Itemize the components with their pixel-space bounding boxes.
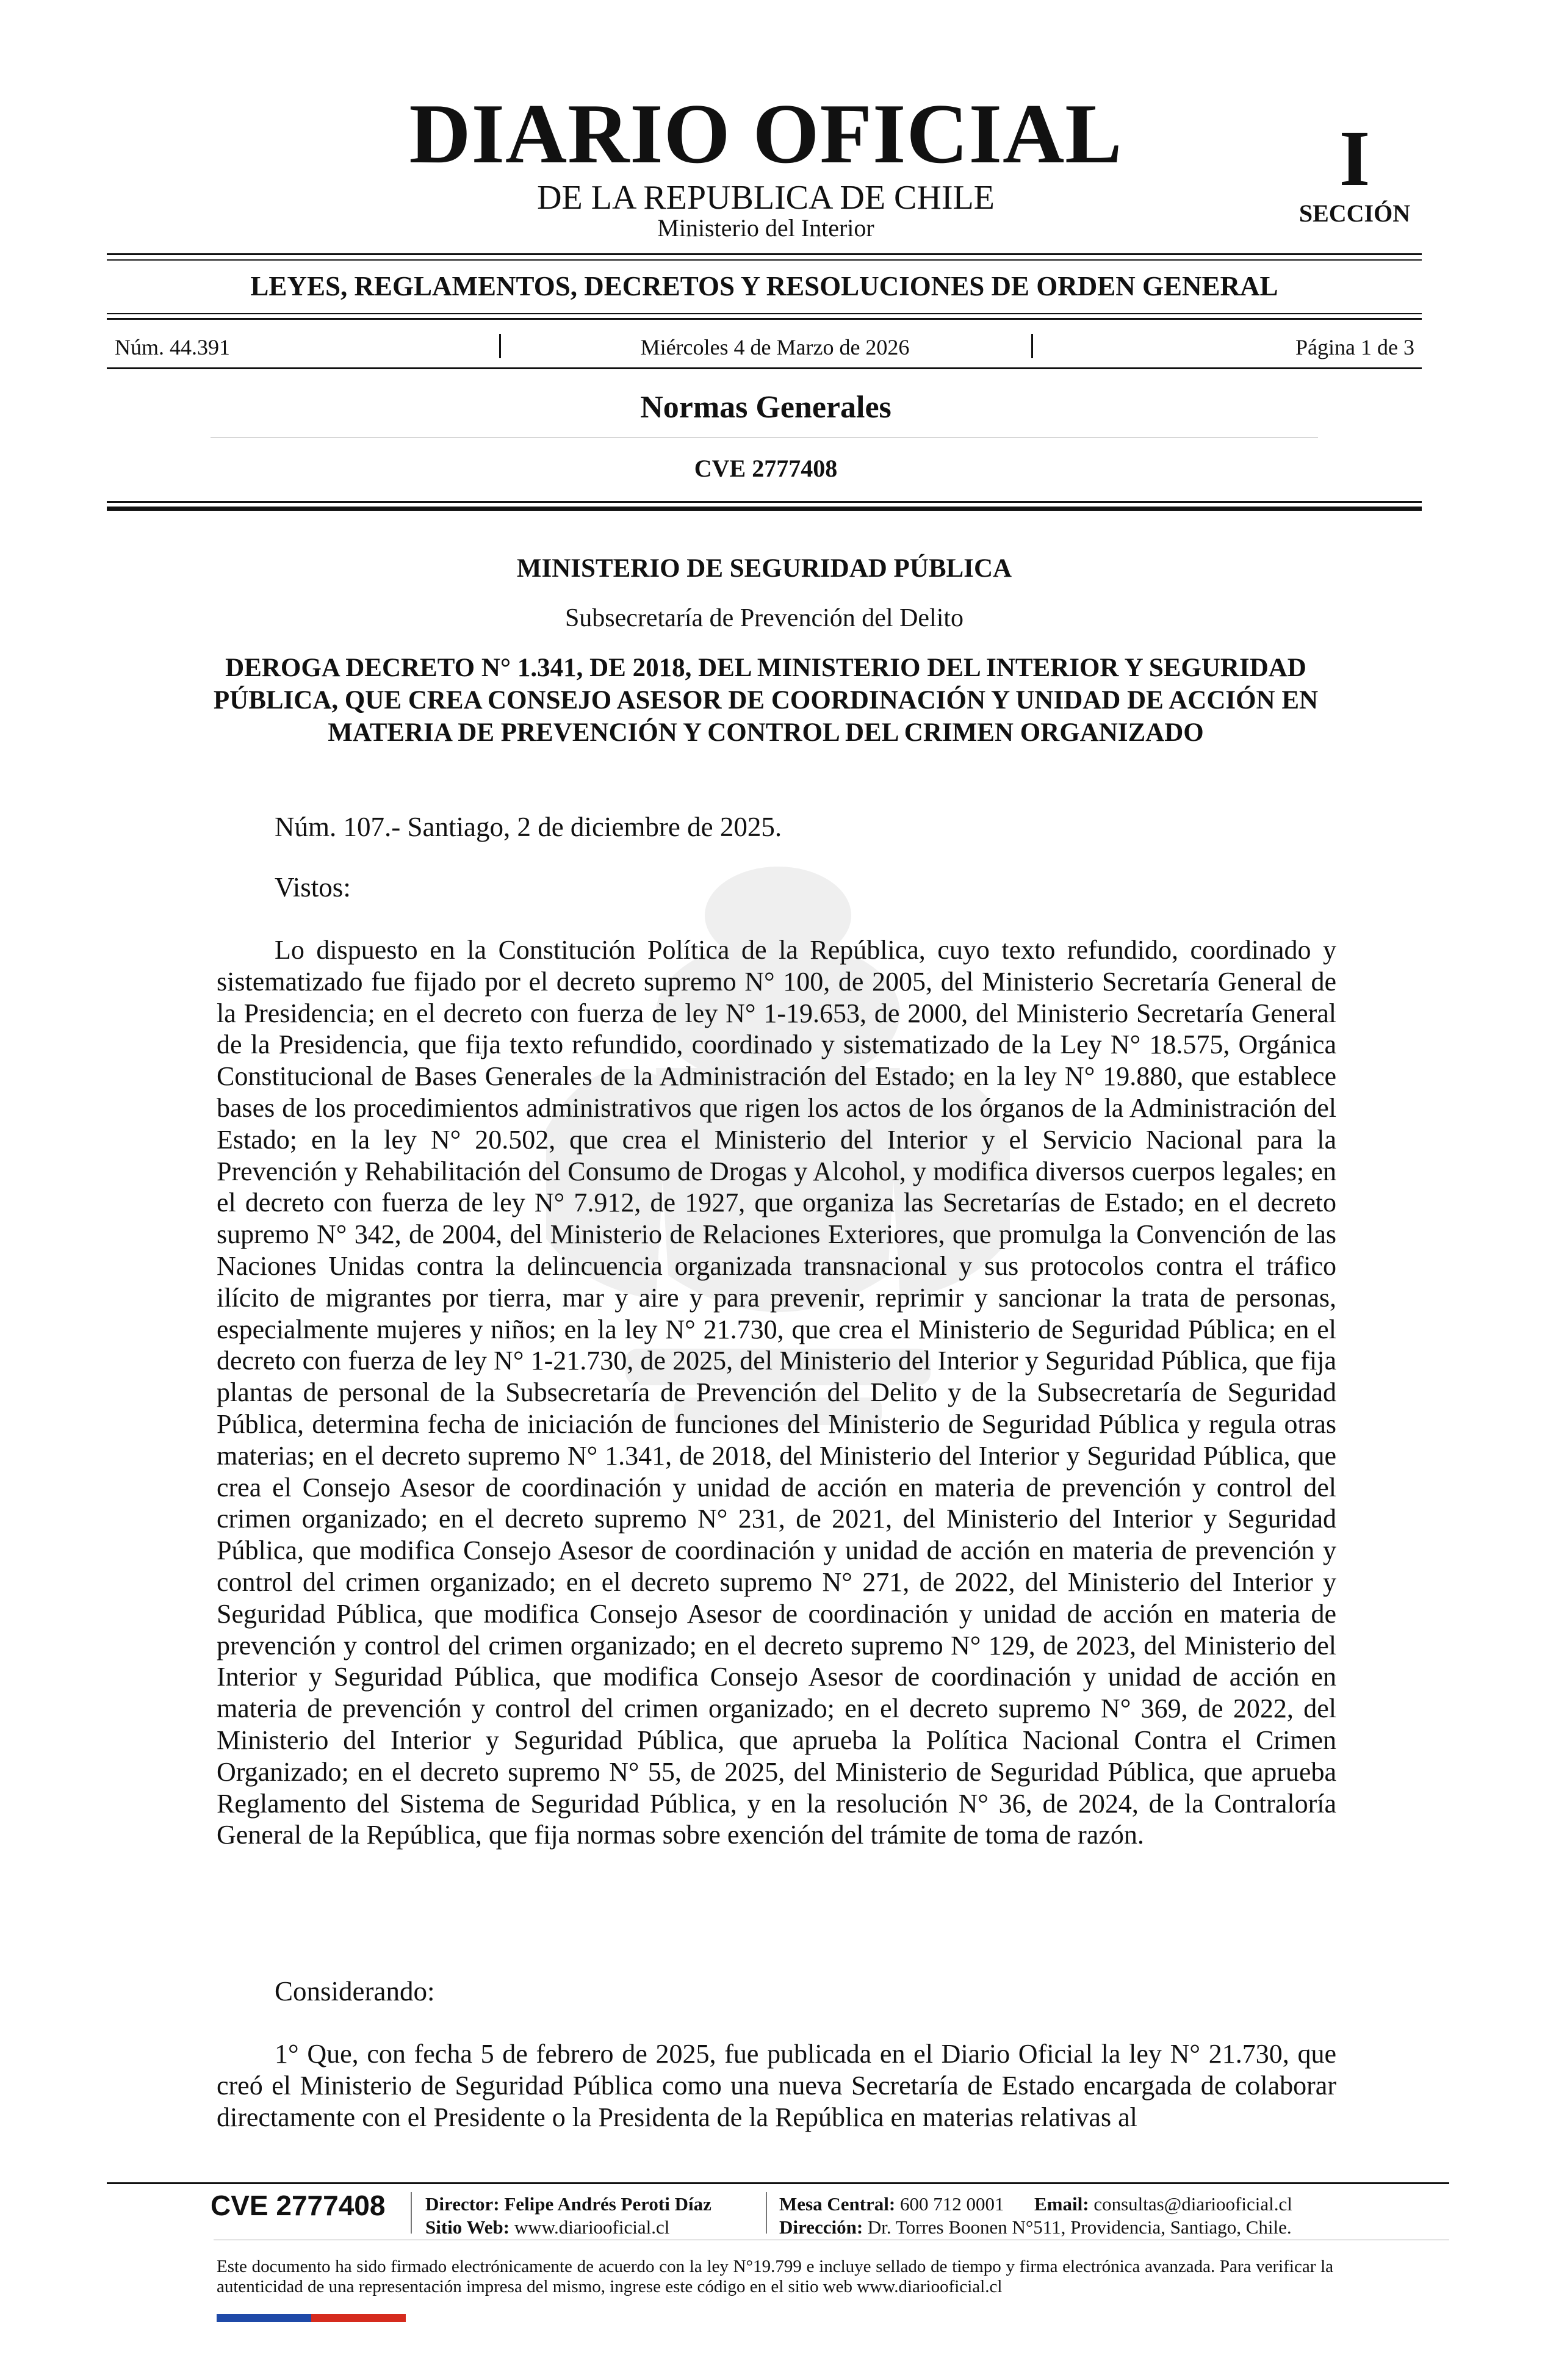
section-title-rule <box>211 437 1318 438</box>
considerando-paragraph: 1° Que, con fecha 5 de febrero de 2025, fue publicada en el Diario Oficial la ley N° 21.730, que creó el Ministerio de Seguridad Pública como una nueva Secretaría de Estado encargada de colaborar directamente con el Presidente o la Presidenta de la República en materias relativas al <box>217 2039 1336 2132</box>
cve-rule-thick <box>107 507 1422 511</box>
sub-ministry: Subsecretaría de Prevención del Delito <box>564 604 964 632</box>
issue-rule <box>107 367 1422 369</box>
section-title: Normas Generales <box>640 390 891 425</box>
cve-rule <box>107 501 1422 503</box>
masthead-subtitle: DE LA REPUBLICA DE CHILE <box>537 179 995 217</box>
address-label: Dirección: <box>779 2216 863 2238</box>
mesa-label: Mesa Central: <box>779 2193 896 2215</box>
legal-notice: Este documento ha sido firmado electrónicamente de acuerdo con la ley N°19.799 e incluye sellado de tiempo y firma electrónica avanzada. Para verificar la autenticidad de una representación impresa del mismo, ingrese este código en el sitio web www.diariooficial.cl <box>217 2257 1333 2296</box>
footer-cve: CVE 2777408 <box>211 2190 386 2221</box>
masthead-ministry: Ministerio del Interior <box>657 214 874 242</box>
section-numeral: I <box>1339 115 1371 203</box>
flag-color-bar <box>217 2314 406 2322</box>
section-header-rule <box>107 313 1422 314</box>
footer-separator <box>766 2192 767 2234</box>
flag-red-segment <box>311 2314 406 2322</box>
vistos-label: Vistos: <box>275 872 351 903</box>
vistos-paragraph: Lo dispuesto en la Constitución Política de la República, cuyo texto refundido, coordinado y sistematizado fue fijado por el decreto supremo N° 100, de 2005, del Ministerio Secretaría General de la Presidencia; en el decreto con fuerza de ley N° 1-19.653, de 2000, del Ministerio Secretaría General de la Presidencia, que fija texto refundido, coordinado y sistematizado de la Ley N° 18.575, Orgánica Constitucional de Bases Generales de la Administración del Estado; en la ley N° 19.880, que establece bases de los procedimientos administrativos que rigen los actos de los órganos de la Administración del Estado; en la ley N° 20.502, que crea el Ministerio del Interior y el Servicio Nacional para la Prevención y Rehabilitación del Consumo de Drogas y Alcohol, y modifica diversos cuerpos legales; en el decreto con fuerza de ley N° 7.912, de 1927, que organiza las Secretarías de Estado; en el decreto supremo N° 342, de 2004, del Ministerio de Relaciones Exteriores, que promulga la Convención de las Naciones Unidas contra la delincuencia organizada transnacional y sus protocolos contra el tráfico ilícito de migrantes por tierra, mar y aire y para prevenir, reprimir y sancionar la trata de personas, especialmente mujeres y niños; en la ley N° 21.730, que crea el Ministerio de Seguridad Pública; en el decreto con fuerza de ley N° 1-21.730, de 2025, del Ministerio del Interior y Seguridad Pública, que fija plantas de personal de la Subsecretaría de Prevención del Delito y de la Subsecretaría de Seguridad Pública, determina fecha de iniciación de funciones del Ministerio de Seguridad Pública y regula otras materias; en el decreto supremo N° 1.341, de 2018, del Ministerio del Interior y Seguridad Pública, que crea el Consejo Asesor de coordinación y unidad de acción en materia de prevención y control del crimen organizado; en el decreto supremo N° 231, de 2021, del Ministerio del Interior y Seguridad Pública, que modifica Consejo Asesor de coordinación y unidad de acción en materia de prevención y control del crimen organizado; en el decreto supremo N° 271, de 2022, del Ministerio del Interior y Seguridad Pública, que modifica Consejo Asesor de coordinación y unidad de acción en materia de prevención y control del crimen organizado; en el decreto supremo N° 129, de 2023, del Ministerio del Interior y Seguridad Pública, que modifica Consejo Asesor de coordinación y unidad de acción en materia de prevención y control del crimen organizado; en el decreto supremo N° 369, de 2022, del Ministerio del Interior y Seguridad Pública, que aprueba la Política Nacional Contra el Crimen Organizado; en el decreto supremo N° 55, de 2025, del Ministerio de Seguridad Pública, que aprueba Reglamento del Sistema de Seguridad Pública, y en la resolución N° 36, de 2024, de la Contraloría General de la República, que fija normas sobre exención del trámite de toma de razón. <box>217 935 1336 1850</box>
section-header-rule-thick <box>107 318 1422 320</box>
site-link[interactable]: www.diariooficial.cl <box>514 2216 670 2238</box>
director-name: Felipe Andrés Peroti Díaz <box>504 2193 711 2215</box>
ministry-name: MINISTERIO DE SEGURIDAD PÚBLICA <box>516 554 1012 583</box>
footer-director <box>425 2194 711 2213</box>
mesa-phone: 600 712 0001 <box>900 2193 1004 2215</box>
section-header: LEYES, REGLAMENTOS, DECRETOS Y RESOLUCIONES DE ORDEN GENERAL <box>250 271 1278 301</box>
section-label: SECCIÓN <box>1298 200 1411 227</box>
issue-separator <box>499 334 501 358</box>
email-link[interactable]: consultas@diariooficial.cl <box>1093 2193 1292 2215</box>
email-label: Email: <box>1034 2193 1089 2215</box>
masthead-rule <box>107 253 1422 255</box>
footer-rule <box>107 2182 1449 2184</box>
footer-separator <box>411 2192 412 2234</box>
address-text: Dr. Torres Boonen N°511, Providencia, Santiago, Chile. <box>867 2216 1292 2238</box>
issue-separator <box>1031 334 1033 358</box>
site-label: Sitio Web: <box>425 2216 510 2238</box>
flag-blue-segment <box>217 2314 311 2322</box>
issue-number: Núm. 44.391 <box>115 335 230 359</box>
footer-contact <box>779 2194 1292 2213</box>
decree-number-date: Núm. 107.- Santiago, 2 de diciembre de 2025. <box>275 812 782 842</box>
masthead-title: DIARIO OFICIAL <box>409 87 1123 181</box>
director-label: Director: <box>425 2193 500 2215</box>
cve-header: CVE 2777408 <box>694 455 838 482</box>
decree-title: DEROGA DECRETO N° 1.341, DE 2018, DEL MINISTERIO DEL INTERIOR Y SEGURIDAD PÚBLICA, QUE CREA CONSEJO ASESOR DE COORDINACIÓN Y UNIDAD DE ACCIÓN EN MATERIA DE PREVENCIÓN Y CONTROL DEL CRIMEN ORGANIZADO <box>213 654 1319 747</box>
masthead-rule-thin <box>107 259 1422 261</box>
footer-site <box>425 2218 669 2237</box>
page-number: Página 1 de 3 <box>1295 335 1414 359</box>
considerando-label: Considerando: <box>275 1976 435 2007</box>
footer-address <box>779 2218 1292 2237</box>
issue-date: Miércoles 4 de Marzo de 2026 <box>640 335 910 359</box>
